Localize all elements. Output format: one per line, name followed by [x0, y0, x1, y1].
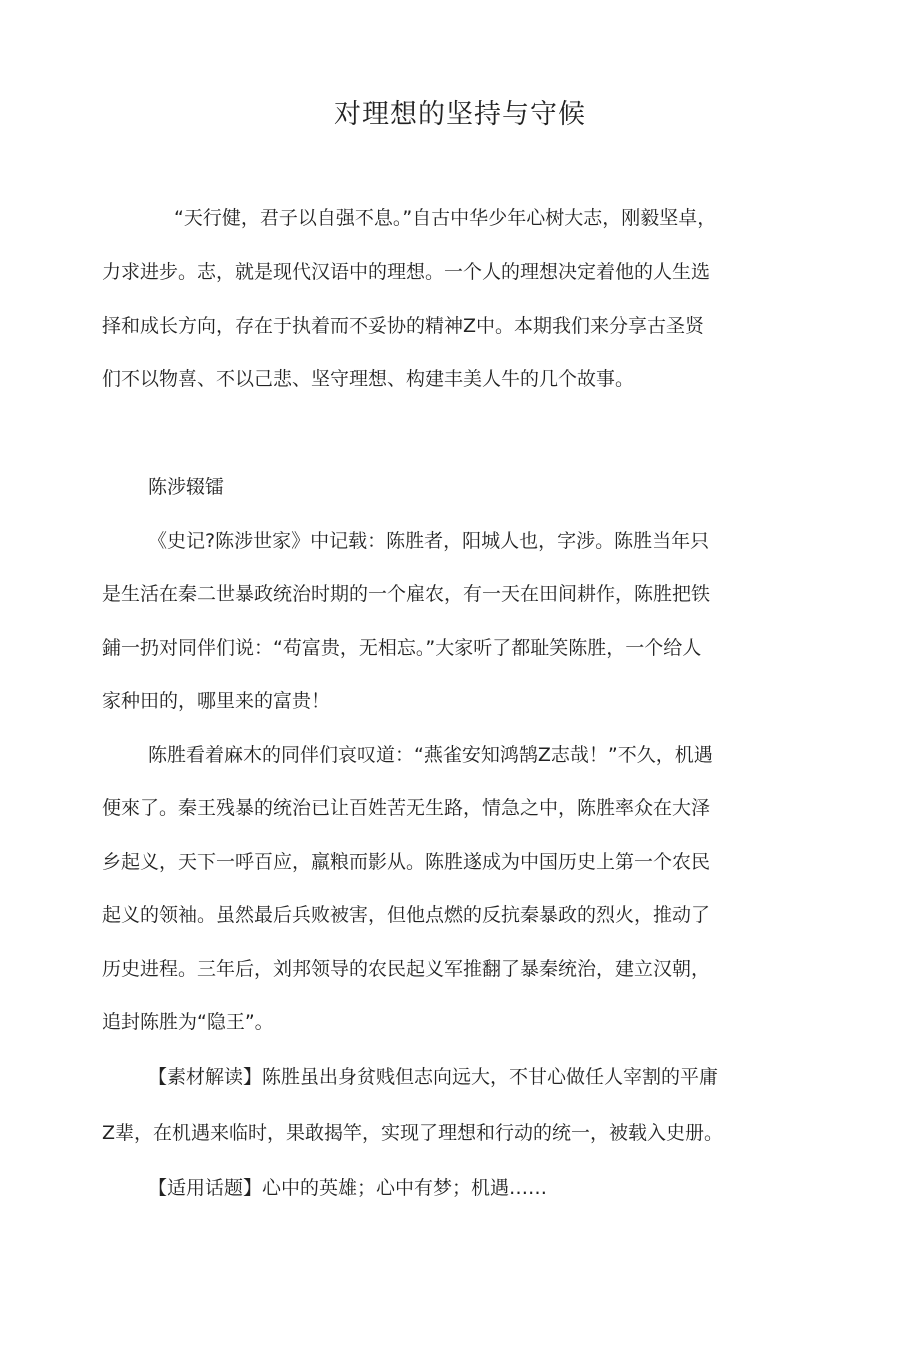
para2-line-5: 历史进程。三年后，刘邦领导的农民起义军推翻了暴秦统治，建立汉朝， — [102, 958, 711, 980]
intro-line-1: “天行健，君子以自强不息。”自古中华少年心树大志，刚毅坚卓， — [174, 207, 717, 229]
para2-line-3: 乡起义，天下一呼百应，羸粮而影从。陈胜遂成为中国历史上第一个农民 — [102, 851, 711, 873]
document-title: 对理想的坚持与守候 — [334, 99, 586, 130]
intro-line-4: 们不以物喜、不以己悲、坚守理想、构建丰美人牛的几个故事。 — [102, 368, 635, 390]
para2-line-4: 起义的领袖。虽然最后兵败被害，但他点燃的反抗秦暴政的烈火，推动了 — [102, 904, 711, 926]
intro-line-3: 择和成长方向，存在于执着而不妥协的精神Z中。本期我们来分享古圣贤 — [102, 315, 705, 337]
para2-line-1: 陈胜看着麻木的同伴们哀叹道：“燕雀安知鸿鹄Z志哉！”不久，机遇 — [148, 744, 713, 766]
para1-line-3: 鋪一扔对同伴们说：“苟富贵，无相忘。”大家听了都耻笑陈胜，一个给人 — [102, 637, 702, 659]
para2-line-6: 追封陈胜为“隐王”。 — [102, 1011, 274, 1033]
intro-line-2: 力求进步。志，就是现代汉语中的理想。一个人的理想决定着他的人生选 — [102, 261, 711, 283]
para3-line-1: 【素材解读】陈胜虽出身贫贱但志向远大，不甘心做任人宰割的平庸 — [148, 1066, 719, 1088]
para4-line-1: 【适用话题】心中的英雄；心中有梦；机遇…… — [148, 1177, 548, 1199]
para1-line-4: 家种田的，哪里来的富贵！ — [102, 690, 331, 712]
para2-line-2: 便來了。秦王残暴的统治已让百姓苦无生路，情急之中，陈胜率众在大泽 — [102, 797, 711, 819]
para3-line-2: Z辈，在机遇来临时，果敢揭竿，实现了理想和行动的统一，被载入史册。 — [102, 1122, 724, 1144]
section-heading: 陈涉辍镭 — [148, 476, 225, 498]
para1-line-2: 是生活在秦二世暴政统治时期的一个雇农，有一天在田间耕作，陈胜把铁 — [102, 583, 711, 605]
para1-line-1: 《史记?陈涉世家》中记载：陈胜者，阳城人也，字涉。陈胜当年只 — [148, 530, 710, 552]
